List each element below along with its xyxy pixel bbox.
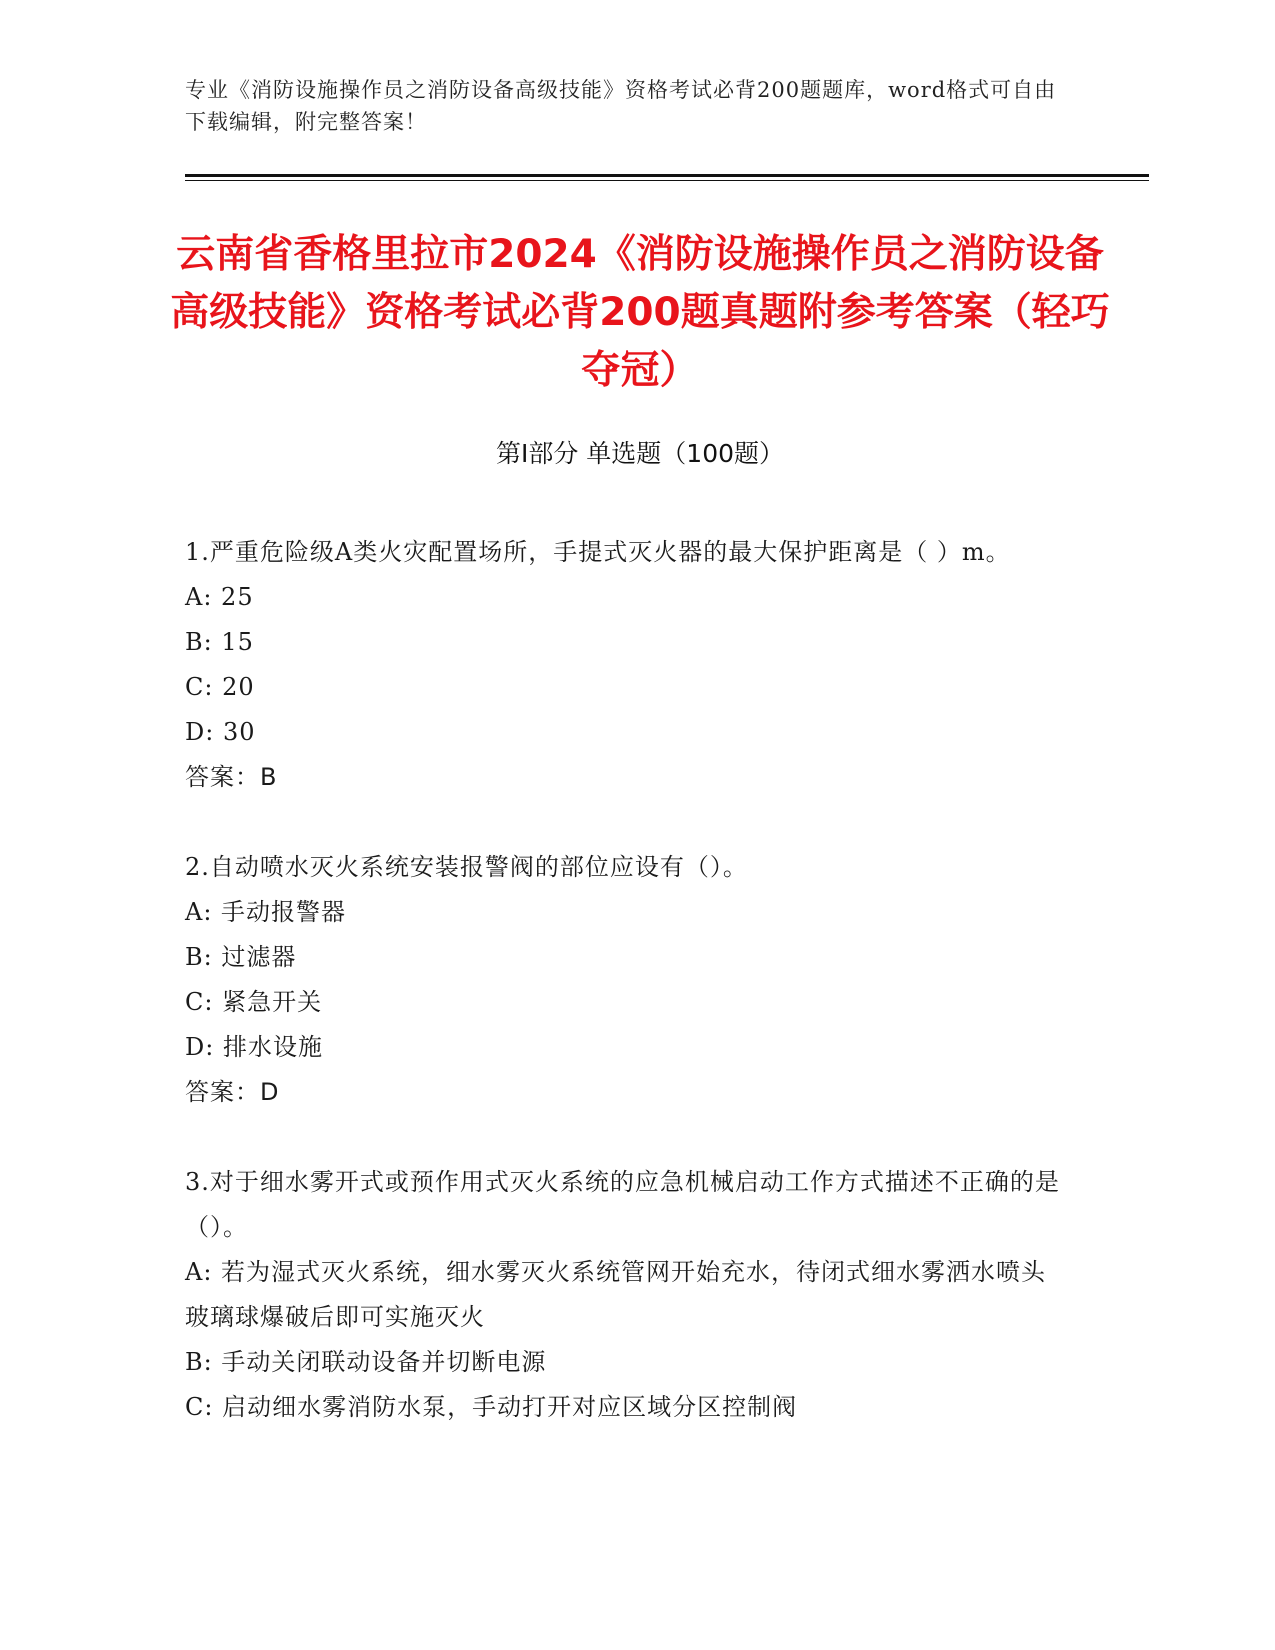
header-divider-thin bbox=[185, 180, 1149, 181]
question-3 bbox=[185, 1160, 1065, 1430]
question-stem: 3.对于细水雾开式或预作用式灭火系统的应急机械启动工作方式描述不正确的是（）。 bbox=[185, 1168, 1060, 1241]
question-1 bbox=[185, 530, 1065, 800]
header-note: 专业《消防设施操作员之消防设备高级技能》资格考试必背200题题库，word格式可自由下载编辑，附完整答案！ bbox=[185, 78, 1057, 134]
question-stem: 1.严重危险级A类火灾配置场所，手提式灭火器的最大保护距离是（ ）m。 bbox=[185, 538, 1011, 566]
option-d: D: 排水设施 bbox=[185, 1033, 323, 1061]
section-title: 第Ⅰ部分 单选题（100题） bbox=[495, 439, 785, 468]
option-c: C: 紧急开关 bbox=[185, 988, 323, 1016]
option-a: A: 手动报警器 bbox=[185, 898, 347, 926]
question-2 bbox=[185, 845, 1065, 1115]
option-b: B: 手动关闭联动设备并切断电源 bbox=[185, 1348, 547, 1376]
option-b: B: 15 bbox=[185, 628, 254, 656]
option-a: A: 25 bbox=[185, 583, 254, 611]
option-a: A: 若为湿式灭火系统，细水雾灭火系统管网开始充水，待闭式细水雾洒水喷头玻璃球爆破后即可实施灭火 bbox=[185, 1258, 1047, 1331]
option-c: C: 20 bbox=[185, 673, 255, 701]
option-b: B: 过滤器 bbox=[185, 943, 297, 971]
question-stem: 2.自动喷水灭火系统安装报警阀的部位应设有（）。 bbox=[185, 853, 748, 881]
answer: 答案：B bbox=[185, 763, 278, 791]
answer: 答案：D bbox=[185, 1078, 280, 1106]
option-c: C: 启动细水雾消防水泵，手动打开对应区域分区控制阀 bbox=[185, 1393, 798, 1421]
question-list bbox=[185, 530, 1065, 1475]
document-title: 云南省香格里拉市2024《消防设施操作员之消防设备高级技能》资格考试必背200题真题附参考答案（轻巧夺冠） bbox=[170, 232, 1110, 393]
option-d: D: 30 bbox=[185, 718, 256, 746]
header-divider-thick bbox=[185, 174, 1149, 177]
